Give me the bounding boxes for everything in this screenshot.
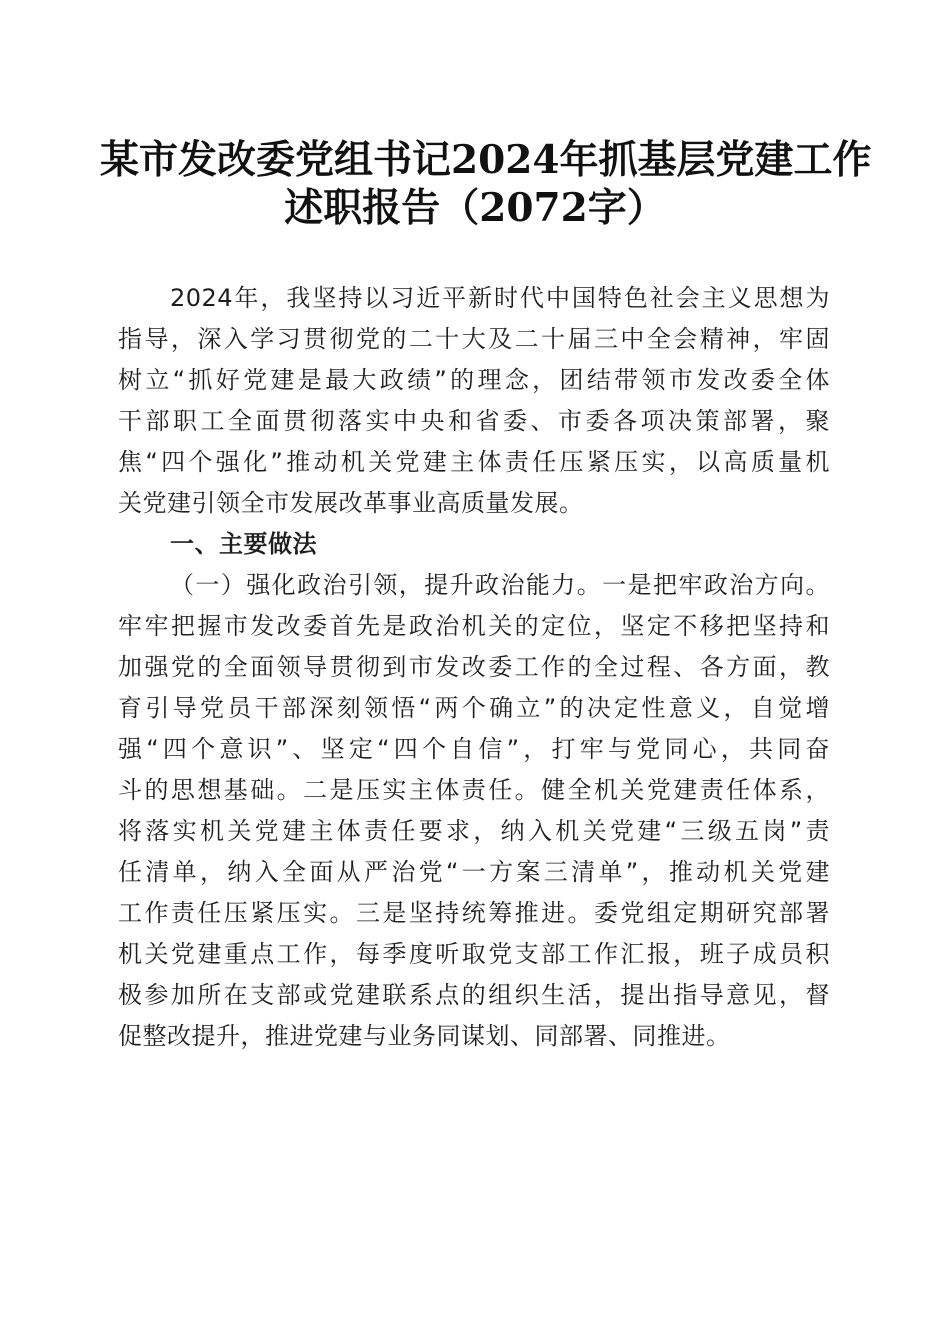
section-line: 促整改提升，推进党建与业务同谋划、同部署、同推进。	[118, 1022, 731, 1050]
section-line: 加强党的全面领导贯彻到市发改委工作的全过程、各方面，教	[118, 653, 830, 681]
intro-line: 指导，深入学习贯彻党的二十大及二十届三中全会精神，牢固	[118, 325, 830, 353]
intro-line: 2024年，我坚持以习近平新时代中国特色社会主义思想为	[170, 284, 830, 312]
section-paragraph	[118, 565, 830, 1057]
section-line: 强“四个意识”、坚定“四个自信”，打牢与党同心，共同奋	[118, 735, 830, 763]
section-line: 育引导党员干部深刻领悟“两个确立”的决定性意义，自觉增	[118, 694, 830, 722]
intro-line: 树立“抓好党建是最大政绩”的理念，团结带领市发改委全体	[118, 366, 830, 394]
intro-line: 干部职工全面贯彻落实中央和省委、市委各项决策部署，聚	[118, 407, 830, 435]
section-heading: 一、主要做法	[170, 530, 317, 558]
intro-line: 关党建引领全市发展改革事业高质量发展。	[118, 489, 584, 517]
section-line: 机关党建重点工作，每季度听取党支部工作汇报，班子成员积	[118, 940, 830, 968]
section-line: 任清单，纳入全面从严治党“一方案三清单”，推动机关党建	[118, 858, 830, 886]
document-body	[118, 278, 830, 1057]
intro-paragraph	[118, 278, 830, 524]
title-line-2: 述职报告（2072字）	[284, 185, 666, 231]
section-line: 斗的思想基础。二是压实主体责任。健全机关党建责任体系，	[118, 776, 830, 804]
section-line: 牢牢把握市发改委首先是政治机关的定位，坚定不移把坚持和	[118, 612, 830, 640]
intro-line: 焦“四个强化”推动机关党建主体责任压紧压实，以高质量机	[118, 448, 830, 476]
document-title	[100, 136, 872, 232]
section-line: 工作责任压紧压实。三是坚持统筹推进。委党组定期研究部署	[118, 899, 830, 927]
section-line: 极参加所在支部或党建联系点的组织生活，提出指导意见，督	[118, 981, 830, 1009]
title-line-1: 某市发改委党组书记2024年抓基层党建工作	[100, 137, 872, 183]
section-line: （一）强化政治引领，提升政治能力。一是把牢政治方向。	[170, 571, 830, 599]
section-line: 将落实机关党建主体责任要求，纳入机关党建“三级五岗”责	[118, 817, 830, 845]
